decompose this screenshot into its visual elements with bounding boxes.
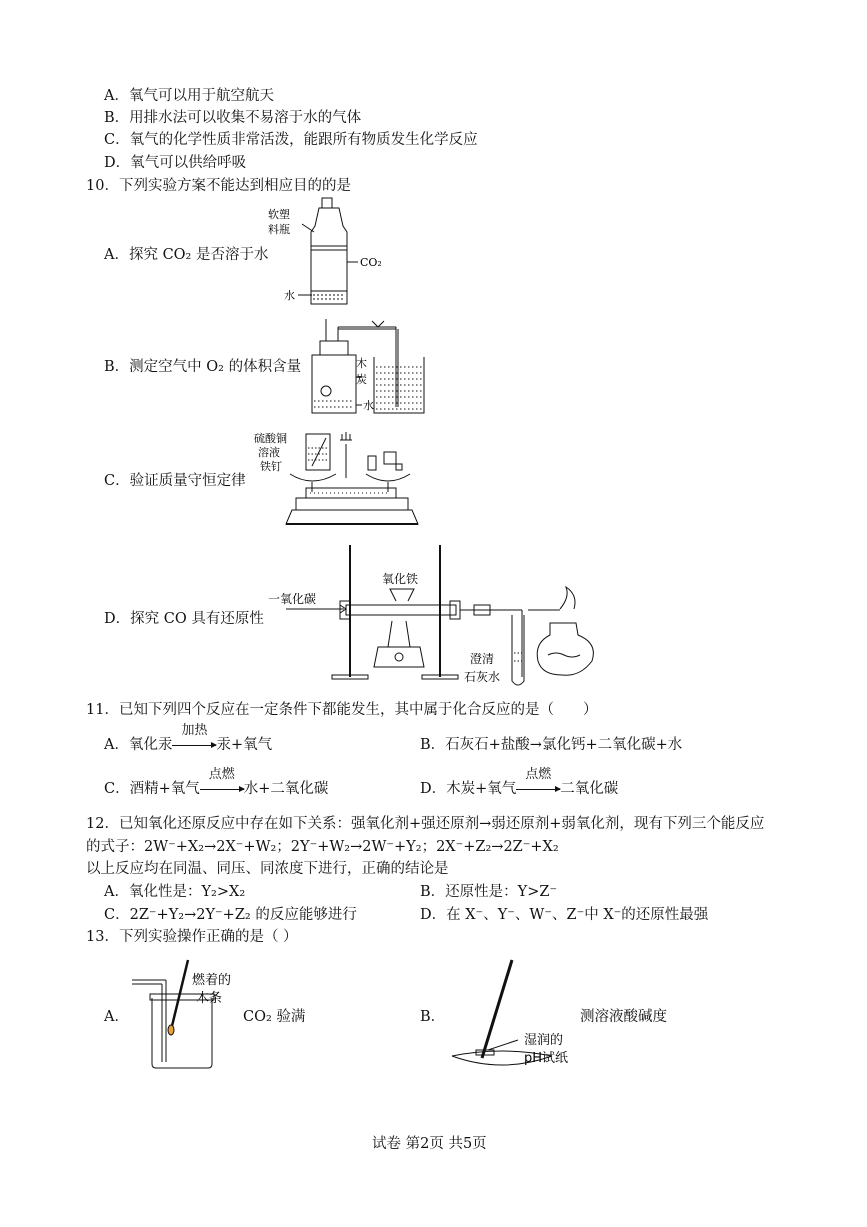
label-soft-bottle: 软塑	[268, 208, 290, 221]
q13-option-b: B．	[420, 1009, 446, 1025]
condition-ignite-d: 点燃	[525, 767, 552, 782]
label-charcoal-2: 炭	[356, 373, 367, 386]
q10-option-c: C．验证质量守恒定律	[104, 473, 246, 489]
q9-option-a: A．氧气可以用于航空航天	[104, 88, 274, 104]
q11-option-b: B．石灰石+盐酸→氯化钙+二氧化碳+水	[420, 737, 683, 753]
q10-stem: 10．下列实验方案不能达到相应目的的是	[86, 178, 351, 194]
q12-stem-line1: 12．已知氧化还原反应中存在如下关系：强氧化剂+强还原剂→弱还原剂+弱氧化剂，现有下列三个能反应	[86, 816, 765, 832]
label-water-b: 水	[363, 399, 374, 412]
q13-option-a: A．	[104, 1009, 129, 1025]
q11-stem: 11．已知下列四个反应在一定条件下都能发生，其中属于化合反应的是（ ）	[86, 702, 598, 718]
label-limewater-1: 澄清	[470, 652, 495, 666]
q13-a-caption: CO₂ 验满	[243, 1009, 306, 1025]
label-wet-1: 湿润的	[524, 1033, 564, 1048]
oxygen-volume-figure	[300, 315, 432, 417]
q10-option-b: B．测定空气中 O₂ 的体积含量	[104, 359, 302, 375]
q12-option-d: D．在 X⁻、Y⁻、W⁻、Z⁻中 X⁻的还原性最强	[420, 907, 709, 923]
label-limewater-2: 石灰水	[464, 670, 501, 684]
q9-option-c: C．氧气的化学性质非常活泼，能跟所有物质发生化学反应	[104, 132, 478, 148]
label-solution: 溶液	[258, 446, 280, 459]
q12-option-a: A．氧化性是：Y₂>X₂	[104, 884, 246, 900]
label-burning-2: 木条	[196, 991, 223, 1006]
q11-c-product: 水+二氧化碳	[243, 781, 329, 797]
label-plastic-bottle: 料瓶	[268, 223, 290, 236]
label-co2: CO₂	[360, 256, 382, 269]
q11-option-d	[420, 767, 619, 799]
page-footer: 试卷 第2页 共5页	[372, 1136, 487, 1152]
q12-stem-line2: 的式子：2W⁻+X₂→2X⁻+W₂；2Y⁻+W₂→2W⁻+Y₂；2X⁻+Z₂→2Z⁻+X₂	[86, 839, 559, 855]
reaction-arrow-ignite-c	[200, 767, 244, 799]
q13-stem: 13．下列实验操作正确的是（ ）	[86, 929, 298, 945]
q10-option-d: D．探究 CO 具有还原性	[104, 611, 264, 627]
q9-option-b: B．用排水法可以收集不易溶于水的气体	[104, 110, 362, 126]
q11-a-reactant: A．氧化汞	[104, 737, 173, 753]
q11-d-product: 二氧化碳	[560, 781, 619, 797]
q11-a-product: 汞+氧气	[216, 737, 273, 753]
q11-option-c	[104, 767, 329, 799]
co-reduction-figure	[260, 543, 620, 689]
q9-option-d: D．氧气可以供给呼吸	[104, 155, 247, 171]
q13-b-caption: 测溶液酸碱度	[580, 1009, 667, 1025]
label-iron-nail: 铁钉	[260, 460, 282, 473]
q11-option-a	[104, 723, 273, 755]
label-iron-oxide: 氧化铁	[382, 572, 419, 586]
label-charcoal-1: 木	[356, 357, 367, 370]
ph-test-figure	[448, 958, 588, 1076]
balance-figure	[250, 430, 420, 530]
label-wet-2: pH试纸	[524, 1051, 569, 1066]
condition-ignite-c: 点燃	[208, 767, 235, 782]
q12-stem-line3: 以上反应均在同温、同压、同浓度下进行，正确的结论是	[86, 861, 449, 877]
co2-full-test-figure	[130, 958, 240, 1072]
q12-option-c: C．2Z⁻+Y₂→2Y⁻+Z₂ 的反应能够进行	[104, 907, 357, 923]
condition-heat: 加热	[181, 723, 208, 738]
reaction-arrow-ignite-d	[516, 767, 560, 799]
label-burning-1: 燃着的	[192, 973, 232, 988]
q11-c-reactant: C．酒精+氧气	[104, 781, 200, 797]
co2-bottle-figure	[262, 196, 392, 310]
label-water-a: 水	[284, 289, 295, 302]
label-copper-sulfate: 硫酸铜	[254, 432, 287, 445]
label-carbon-monoxide: 一氧化碳	[268, 592, 317, 606]
q10-option-a: A．探究 CO₂ 是否溶于水	[104, 247, 269, 263]
reaction-arrow-heat	[172, 723, 216, 755]
q12-option-b: B．还原性是：Y>Z⁻	[420, 884, 558, 900]
q11-d-reactant: D．木炭+氧气	[420, 781, 517, 797]
